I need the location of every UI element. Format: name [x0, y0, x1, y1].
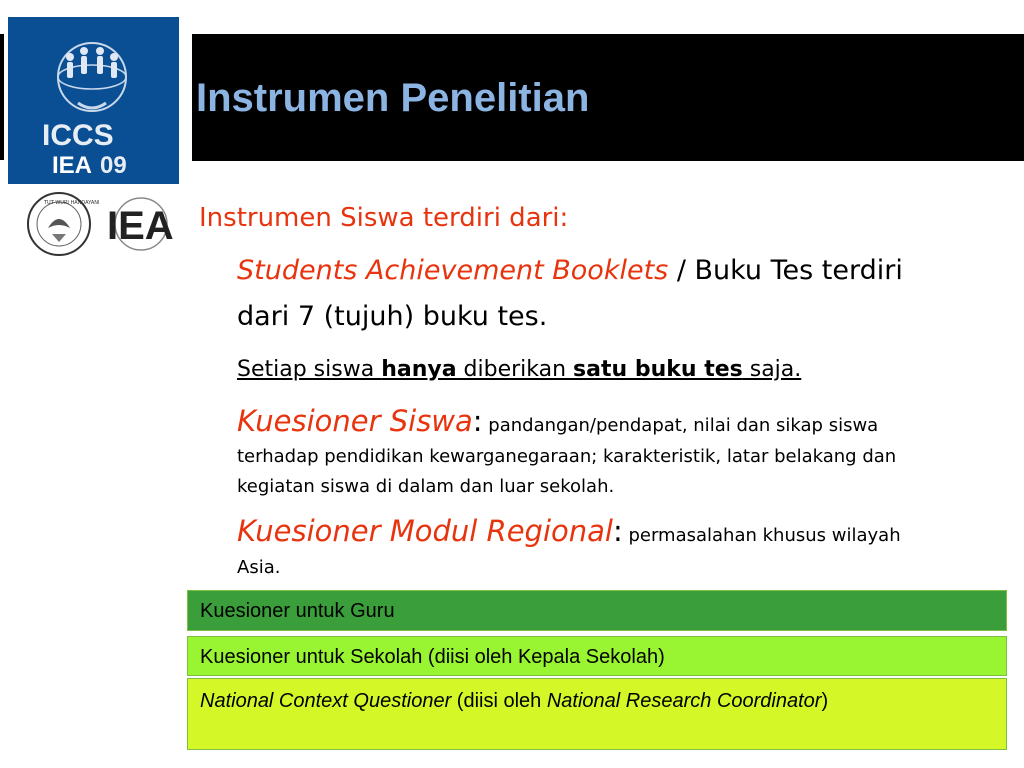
section-heading: Instrumen Siswa terdiri dari: [199, 203, 569, 233]
garuda-motto-text: TUT WURI HANDAYANI [44, 200, 100, 206]
logo-iea-text: IEA [52, 152, 93, 179]
modul-regional-desc-line1: permasalahan khusus wilayah [622, 525, 901, 546]
iea-logo-text: IEA [107, 204, 174, 248]
logo-year-text: 09 [100, 152, 127, 179]
box-kuesioner-guru: Kuesioner untuk Guru [187, 590, 1007, 631]
booklets-term: Students Achievement Booklets [237, 255, 669, 286]
note-bold-hanya: hanya [381, 357, 457, 382]
slide-title: Instrumen Penelitian [196, 76, 590, 120]
note-bold-satu-buku: satu buku tes [573, 357, 743, 382]
kuesioner-siswa-desc-line2: terhadap pendidikan kewarganegaraan; karakteristik, latar belakang dan [237, 446, 897, 467]
note-part1: Setiap siswa [237, 357, 382, 382]
booklets-desc-line1: / Buku Tes terdiri [668, 255, 903, 286]
modul-regional-term: Kuesioner Modul Regional [237, 514, 613, 548]
box-national-context [187, 678, 1007, 750]
kuesioner-siswa-term: Kuesioner Siswa [237, 404, 473, 438]
kuesioner-siswa-colon: : [472, 404, 483, 438]
bullet-one-booklet-note [237, 357, 801, 382]
national-context-end: ) [821, 690, 829, 712]
modul-regional-desc-line2: Asia. [237, 557, 281, 578]
national-context-middle: (diisi oleh [451, 690, 547, 712]
logo-iccs-text: ICCS [42, 119, 114, 152]
bullet-kuesioner-siswa-line1 [237, 404, 878, 438]
bullet-modul-regional-line1 [237, 514, 901, 548]
national-research-coordinator: National Research Coordinator [546, 690, 822, 712]
kuesioner-siswa-desc-line3: kegiatan siswa di dalam dan luar sekolah. [237, 476, 615, 497]
modul-regional-colon: : [612, 514, 623, 548]
national-context-term: National Context Questioner [200, 690, 452, 712]
note-part3: saja. [742, 357, 802, 382]
kuesioner-siswa-desc-line1: pandangan/pendapat, nilai dan sikap siswa [482, 415, 879, 436]
box-kuesioner-sekolah: Kuesioner untuk Sekolah (diisi oleh Kepala Sekolah) [187, 636, 1007, 676]
bullet-booklets-line1 [237, 255, 903, 286]
booklets-desc-line2: dari 7 (tujuh) buku tes. [237, 301, 548, 332]
note-part2: diberikan [456, 357, 574, 382]
